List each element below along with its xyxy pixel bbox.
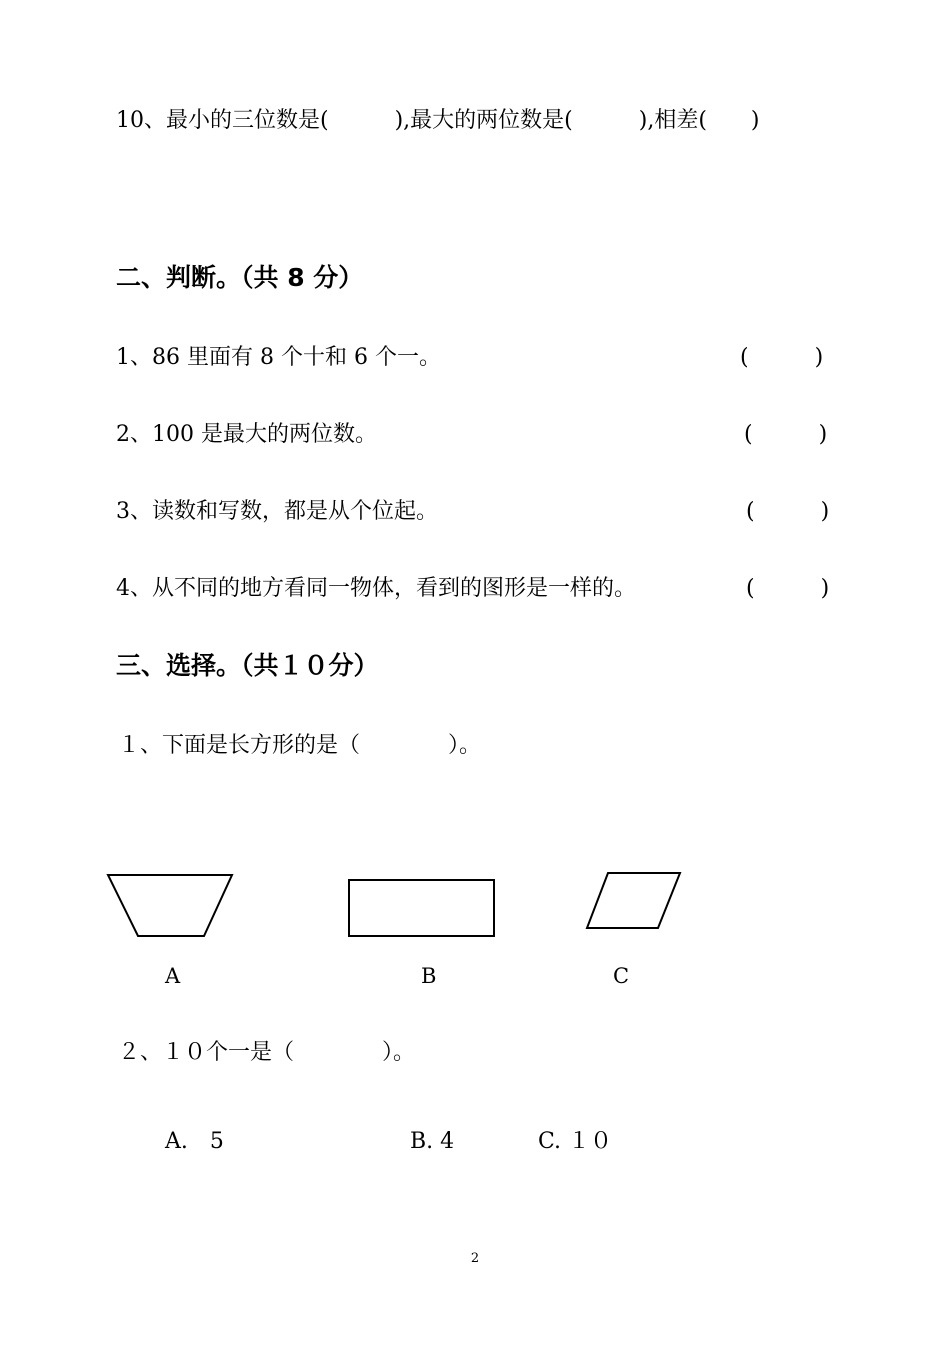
judgement-answer-bracket-4: ( ) bbox=[746, 576, 830, 601]
shape-label-b: B bbox=[421, 964, 437, 988]
judgement-answer-bracket-3: ( ) bbox=[746, 499, 830, 524]
shape-label-c: C bbox=[613, 964, 630, 988]
judgement-item-2: 2、100 是最大的两位数。 bbox=[116, 422, 377, 447]
choice-question-1: １、下面是长方形的是（ ）。 bbox=[118, 733, 482, 758]
judgement-answer-bracket-1: ( ) bbox=[740, 345, 824, 370]
choice-option-a: A. 5 bbox=[165, 1129, 224, 1154]
question-10: 10、最小的三位数是( ),最大的两位数是( ),相差( ) bbox=[116, 108, 760, 133]
page-number: 2 bbox=[470, 1251, 480, 1266]
choice-question-2: ２、１０个一是（ ）。 bbox=[118, 1040, 416, 1065]
shape-label-a: A bbox=[165, 964, 181, 988]
parallelogram-shape bbox=[587, 873, 680, 928]
judgement-item-4: 4、从不同的地方看同一物体，看到的图形是一样的。 bbox=[116, 576, 636, 601]
judgement-item-1: 1、86 里面有 8 个十和 6 个一。 bbox=[116, 345, 441, 370]
section-heading-choice: 三、选择。（共１０分） bbox=[116, 651, 379, 680]
rectangle-shape bbox=[349, 880, 494, 936]
judgement-answer-bracket-2: ( ) bbox=[744, 422, 828, 447]
section-heading-judgement: 二、判断。（共 8 分） bbox=[116, 263, 364, 292]
judgement-item-3: 3、读数和写数，都是从个位起。 bbox=[116, 499, 438, 524]
choice-option-b: B. 4 bbox=[410, 1129, 455, 1154]
choice-option-c: C. １０ bbox=[538, 1129, 613, 1154]
trapezoid-shape bbox=[108, 875, 232, 936]
